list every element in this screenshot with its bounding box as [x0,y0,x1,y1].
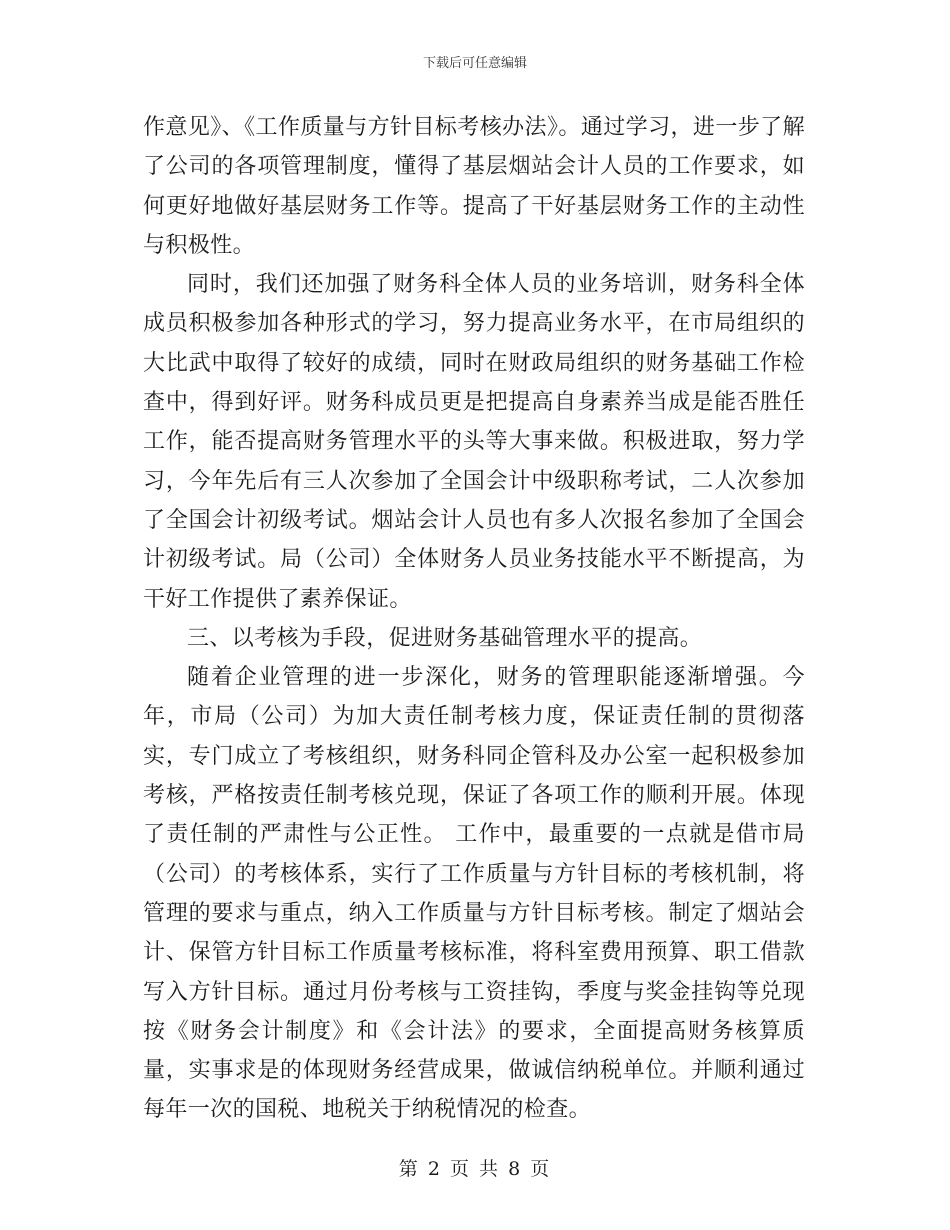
paragraph-4: 随着企业管理的进一步深化，财务的管理职能逐渐增强。今年，市局（公司）为加大责任制考核力度，保证责任制的贯彻落实，专门成立了考核组织，财务科同企管科及办公室一起积极参加考核，严格按责任制考核兑现，保证了各项工作的顺利开展。体现了责任制的严肃性与公正性。 工作中，最重要的一点就是借市局（公司）的考核体系，实行了工作质量与方针目标的考核机制，将管理的要求与重点，纳入工作质量与方针目标考核。制定了烟站会计、保管方针目标工作质量考核标准，将科室费用预算、职工借款写入方针目标。通过月份考核与工资挂钩，季度与奖金挂钩等兑现按《财务会计制度》和《会计法》的要求，全面提高财务核算质量，实事求是的体现财务经营成果，做诚信纳税单位。并顺利通过每年一次的国税、地税关于纳税情况的检查。 [143,665,805,1123]
footer-total-pages: 8 [508,1158,523,1180]
document-body [143,108,805,1130]
footer-current-page: 2 [427,1158,442,1180]
section-heading-3: 三、以考核为手段，促进财务基础管理水平的提高。 [187,625,703,651]
paragraph-1: 作意见》、《工作质量与方针目标考核办法》。通过学习，进一步了解了公司的各项管理制度，懂得了基层烟站会计人员的工作要求，如何更好地做好基层财务工作等。提高了干好基层财务工作的主动性与积极性。 [143,115,805,258]
footer-prefix: 第 [398,1158,420,1180]
footer-suffix: 页 [530,1158,552,1180]
header-note: 下载后可任意编辑 [422,56,527,71]
page-footer [0,1154,950,1181]
footer-middle: 页 共 [449,1158,501,1180]
paragraph-2: 同时，我们还加强了财务科全体人员的业务培训，财务科全体成员积极参加各种形式的学习，努力提高业务水平，在市局组织的大比武中取得了较好的成绩，同时在财政局组织的财务基础工作检查中，得到好评。财务科成员更是把提高自身素养当成是能否胜任工作，能否提高财务管理水平的头等大事来做。积极进取，努力学习，今年先后有三人次参加了全国会计中级职称考试，二人次参加了全国会计初级考试。烟站会计人员也有多人次报名参加了全国会计初级考试。局（公司）全体财务人员业务技能水平不断提高，为干好工作提供了素养保证。 [143,272,805,612]
